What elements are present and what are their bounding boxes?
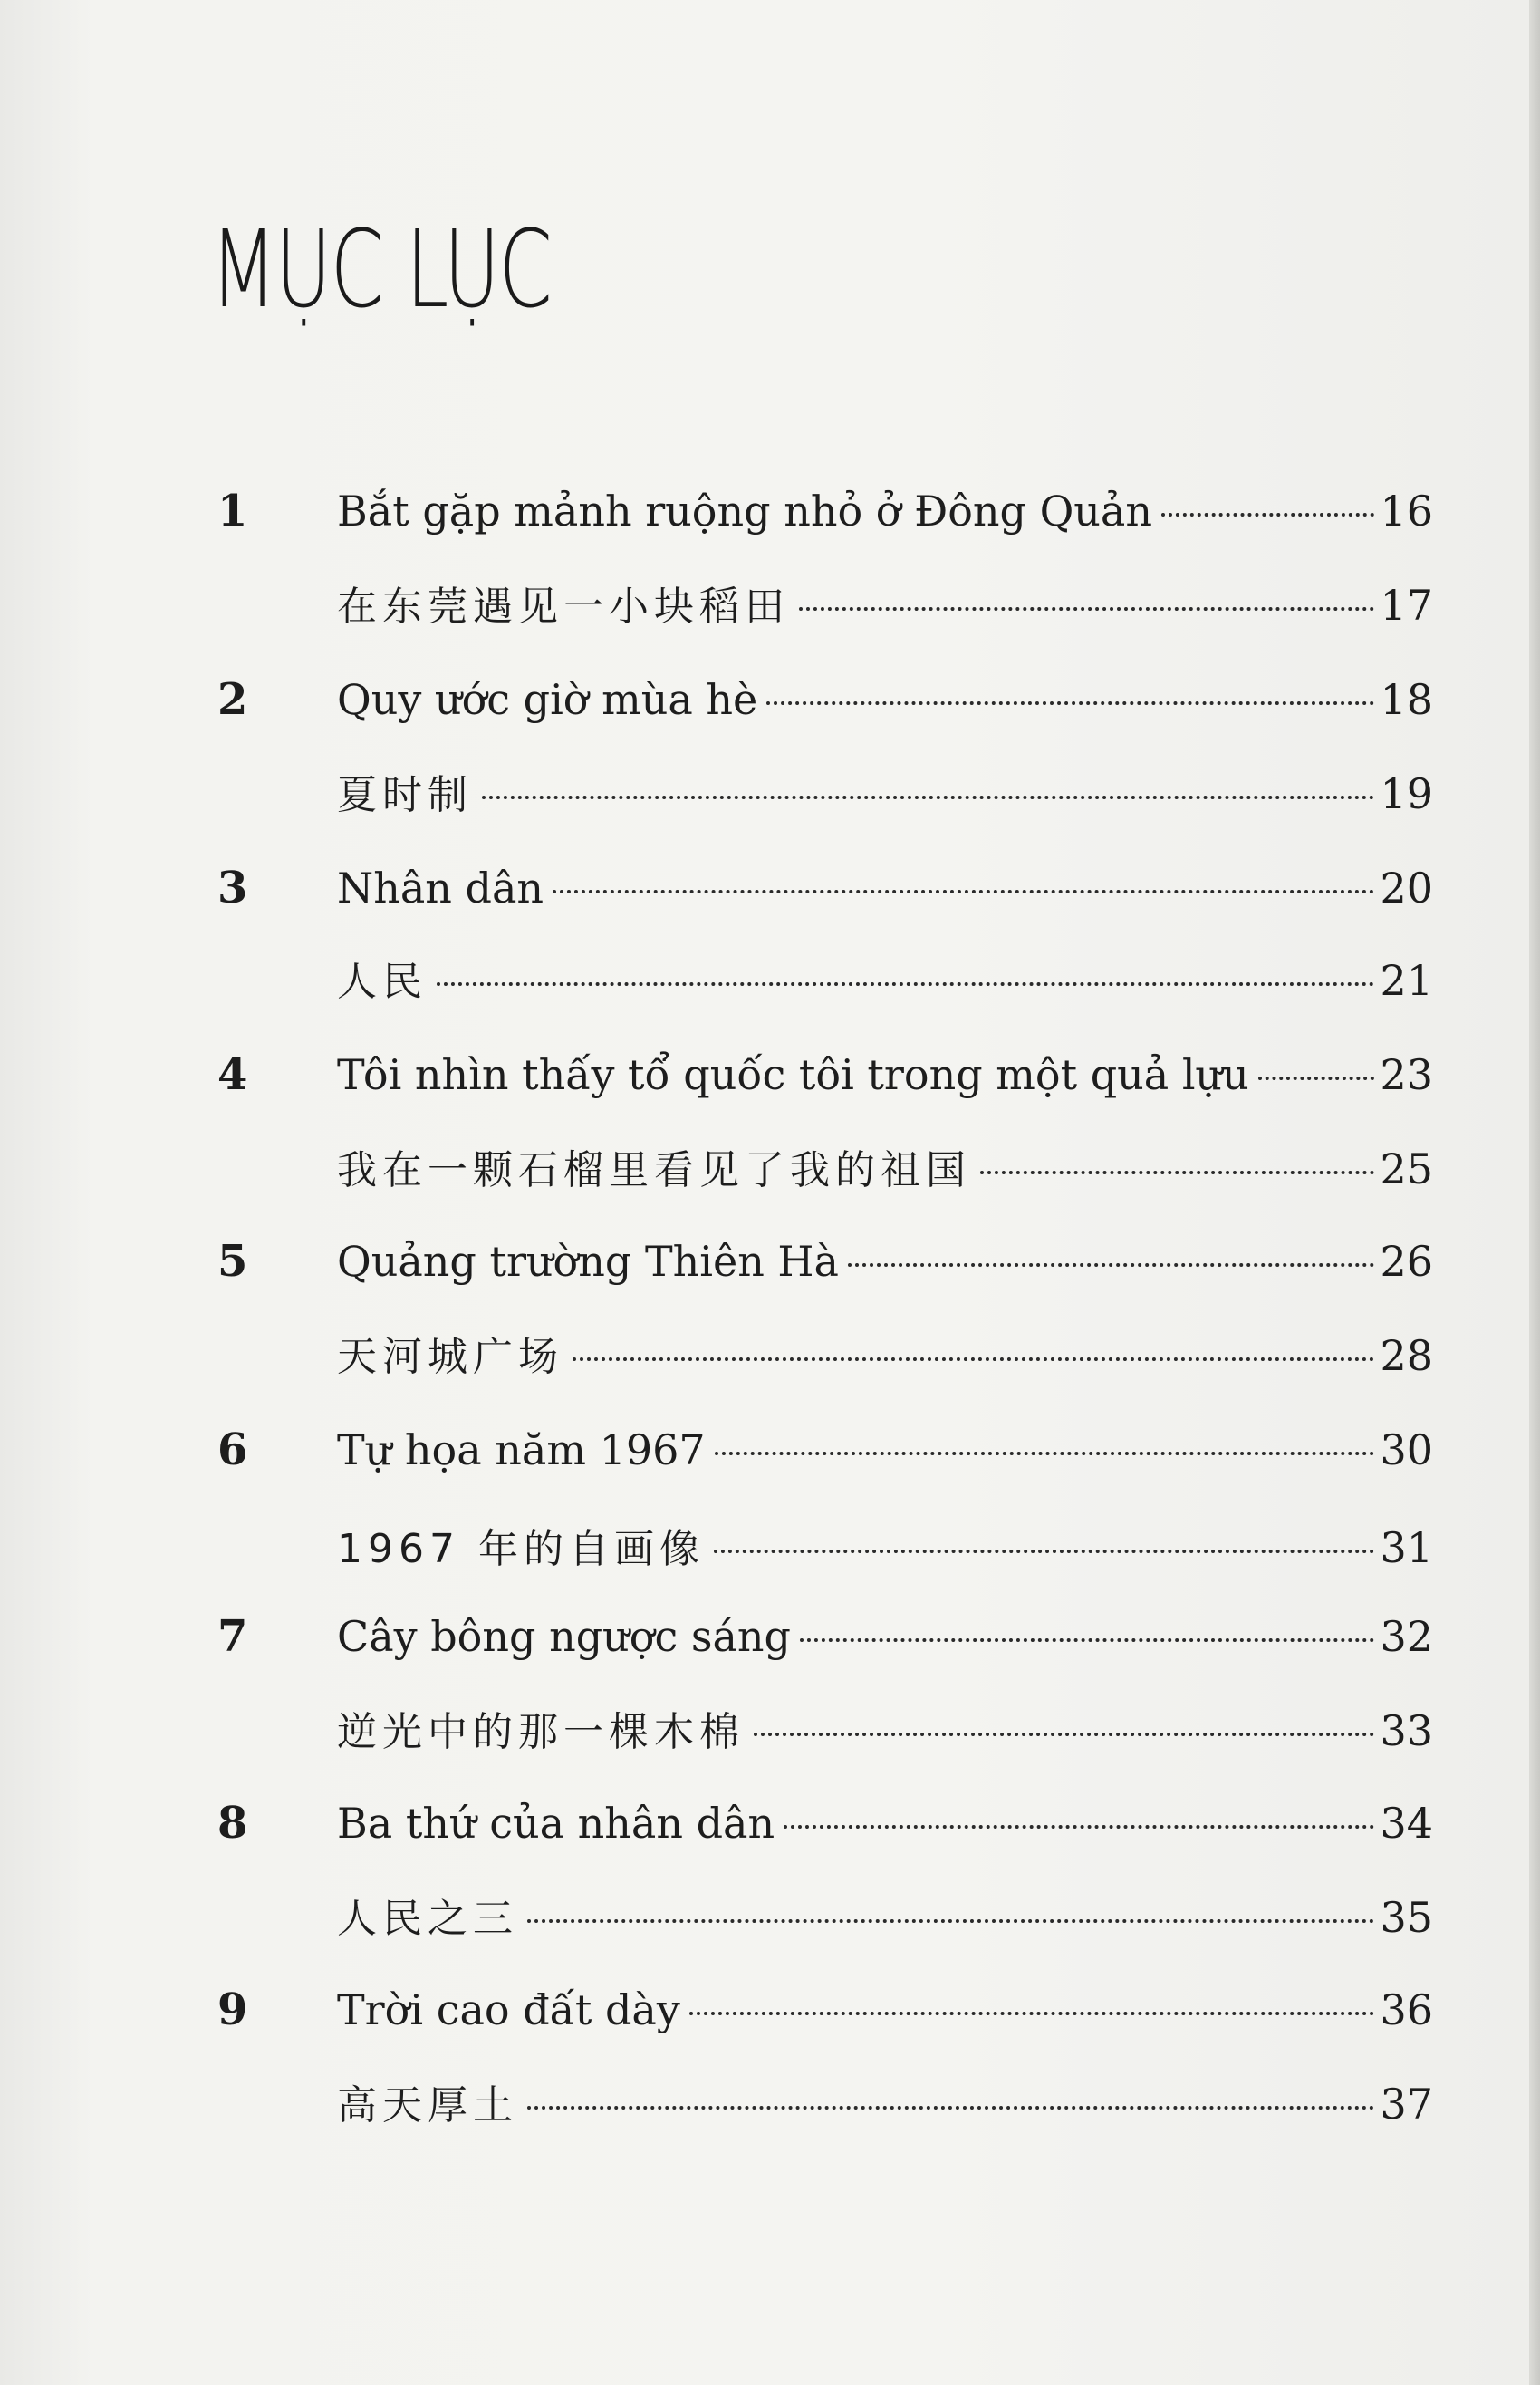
toc-entry[interactable] (0, 758, 1540, 830)
chapter-title: 人民 (337, 959, 428, 1005)
chapter-title: 在东莞遇见一小块稻田 (337, 584, 790, 630)
toc-entry[interactable] (0, 1319, 1540, 1392)
chapter-title: Tôi nhìn thấy tổ quốc tôi trong một quả lựu (337, 1050, 1249, 1099)
dot-leader (573, 1357, 1374, 1361)
page-number: 21 (1380, 956, 1433, 1005)
chapter-title: Tự họa năm 1967 (337, 1425, 706, 1474)
chapter-title: 逆光中的那一棵木棉 (337, 1709, 745, 1755)
chapter-number: 9 (217, 1984, 248, 2035)
chapter-number: 8 (217, 1798, 248, 1849)
toc-entry[interactable] (0, 2068, 1540, 2140)
page-number: 18 (1380, 675, 1433, 724)
toc-entry[interactable] (0, 852, 1540, 924)
chapter-title: 1967 年的自画像 (337, 1526, 705, 1572)
page-number: 26 (1380, 1237, 1433, 1286)
page-number: 28 (1380, 1331, 1433, 1380)
toc-entry[interactable] (0, 1133, 1540, 1205)
page-number: 34 (1380, 1799, 1433, 1848)
chapter-title: 我在一颗石榴里看见了我的祖国 (337, 1147, 971, 1193)
dot-leader (714, 1550, 1374, 1553)
chapter-number: 2 (217, 674, 248, 725)
page-number: 16 (1380, 487, 1433, 536)
chapter-title: 夏时制 (337, 772, 473, 818)
dot-leader (553, 890, 1374, 893)
chapter-number: 7 (217, 1611, 248, 1662)
dot-leader (800, 1638, 1375, 1642)
page-number: 20 (1380, 864, 1433, 912)
dot-leader (482, 796, 1374, 799)
page-number: 37 (1380, 2080, 1433, 2129)
page-title: MỤC LỤC (210, 207, 552, 332)
chapter-title: Trời cao đất dày (337, 1985, 680, 2034)
chapter-number: 1 (217, 486, 248, 536)
dot-leader (848, 1263, 1374, 1267)
dot-leader (784, 1825, 1374, 1829)
dot-leader (715, 1452, 1375, 1455)
page-number: 19 (1380, 769, 1433, 818)
chapter-number: 5 (217, 1236, 248, 1287)
chapter-title: Cây bông ngược sáng (337, 1612, 791, 1661)
dot-leader (766, 701, 1374, 705)
page-number: 32 (1380, 1612, 1433, 1661)
page-number: 25 (1380, 1144, 1433, 1193)
toc-entry[interactable] (0, 569, 1540, 642)
toc-entry[interactable] (0, 1695, 1540, 1767)
toc-entry[interactable] (0, 944, 1540, 1017)
toc-entry[interactable] (0, 1414, 1540, 1486)
chapter-title: Quy ước giờ mùa hè (337, 675, 758, 724)
dot-leader (527, 1919, 1374, 1923)
toc-entry[interactable] (0, 1787, 1540, 1859)
chapter-title: Nhân dân (337, 864, 544, 912)
page-number: 33 (1380, 1706, 1433, 1755)
page-number: 30 (1380, 1425, 1433, 1474)
page-number: 36 (1380, 1985, 1433, 2034)
dot-leader (437, 982, 1374, 986)
dot-leader (754, 1733, 1374, 1736)
page-number: 23 (1380, 1050, 1433, 1099)
toc-entry[interactable] (0, 663, 1540, 736)
toc-entry[interactable] (0, 1881, 1540, 1954)
chapter-number: 6 (217, 1424, 248, 1475)
chapter-title: 人民之三 (337, 1896, 518, 1942)
chapter-title: 高天厚土 (337, 2082, 518, 2129)
chapter-title: 天河城广场 (337, 1334, 563, 1380)
toc-entry[interactable] (0, 1600, 1540, 1673)
chapter-title: Quảng trường Thiên Hà (337, 1237, 839, 1286)
dot-leader (1161, 513, 1374, 517)
chapter-number: 4 (217, 1049, 248, 1100)
toc-entry[interactable] (0, 1225, 1540, 1298)
dot-leader (980, 1171, 1374, 1174)
toc-entry[interactable] (0, 475, 1540, 547)
chapter-title: Ba thứ của nhân dân (337, 1799, 775, 1848)
chapter-title: Bắt gặp mảnh ruộng nhỏ ở Đông Quản (337, 487, 1152, 536)
page-number: 17 (1380, 581, 1433, 630)
dot-leader (689, 2012, 1375, 2015)
toc-entry[interactable] (0, 1038, 1540, 1111)
toc-entry[interactable] (0, 1511, 1540, 1584)
dot-leader (527, 2106, 1374, 2110)
chapter-number: 3 (217, 863, 248, 913)
dot-leader (1258, 1077, 1375, 1080)
page-number: 31 (1380, 1523, 1433, 1572)
toc-entry[interactable] (0, 1974, 1540, 2046)
dot-leader (799, 607, 1374, 611)
page-number: 35 (1380, 1893, 1433, 1942)
